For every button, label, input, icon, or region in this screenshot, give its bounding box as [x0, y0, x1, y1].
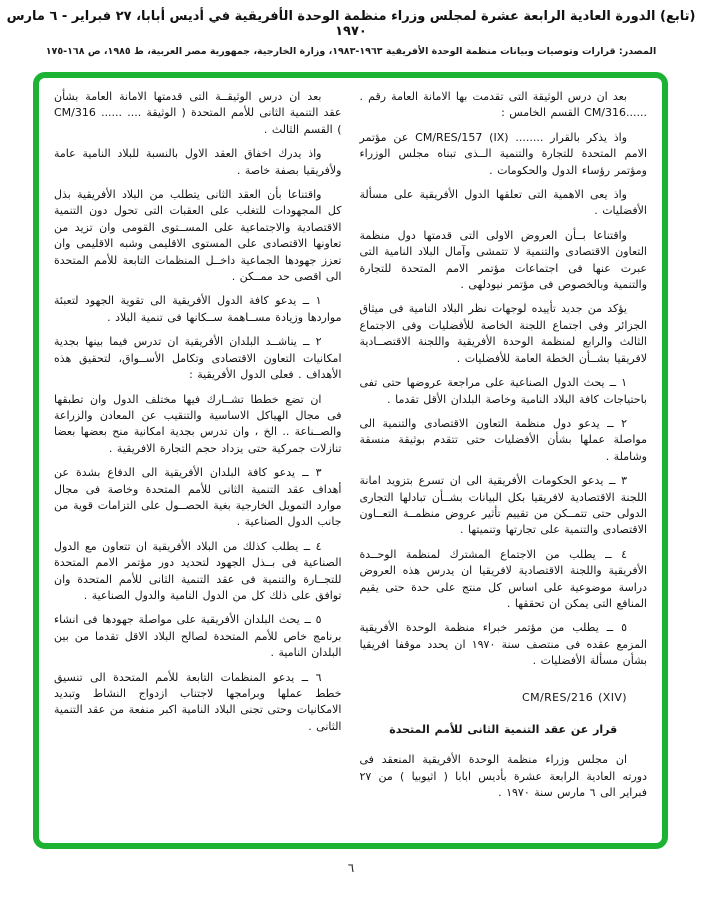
paragraph: يؤكد من جديد تأييده لوجهات نظر البلاد النامية فى ميثاق الجزائر وفى اجتماع اللجنة الخاصة للأفضليات وفى الاجتماع الثالث والرابع لمنظمة الوحدة الأفريقية واللجنة الاقتصــادية لافريقيا بشــأن الخطة العامة للأفضليات . — [359, 302, 647, 365]
two-column-layout — [54, 89, 647, 837]
resolution-item: ٥ ــ يطلب من مؤتمر خبراء منظمة الوحدة الأفريقية المزمع عقده فى منتصف سنة ١٩٧٠ ان يحدد موقفا افريقيا بشأن مسألة الأفضليات . — [359, 621, 647, 668]
paragraph: واذ يعى الاهمية التى تعلقها الدول الأفريقية على مسألة الأفضليات . — [359, 188, 647, 218]
paragraph: بعد ان درس الوثيقــة التى قدمتها الامانة العامة بشأن عقد التنمية الثانى للأمم المتحدة ( الوثيقة .... ...... CM/316 ) القسم الثالث . — [54, 90, 342, 136]
paragraph: ان تضع خططا تشــارك فيها مختلف الدول وان تطبقها فى مجال الهياكل الاساسية والتنقيب عن المعادن والزراعة والصــناعة .. الخ ، وان تدرس بجدية امكانية منح بعضها بعضا تنازلات جمركية حتى يزداد حجم التجارة الافريقية . — [54, 392, 342, 455]
resolution-item: ٤ ــ يطلب كذلك من البلاد الأفريقية ان تتعاون مع الدول الصناعية فى بــذل الجهود لتحديد دور مؤتمر الامم المتحدة للتجــارة والتنمية فى عقد التنمية الثانى للأمم المتحدة وان توافق على ذلك كل من الدول النامية والدول الصناعية . — [54, 539, 342, 602]
document-header — [0, 9, 702, 57]
page-title: (تابع) الدورة العادية الرابعة عشرة لمجلس وزراء منظمة الوحدة الأفريقية في أديس أبابا، ٢٧ فبراير - ٦ مارس ١٩٧٠ — [6, 9, 696, 39]
paragraph: بعد ان درس الوثيقة التى تقدمت بها الامانة العامة رقم . ......CM/316 القسم الخامس : — [359, 90, 647, 120]
resolution-item: ٤ ــ يطلب من الاجتماع المشترك لمنظمة الوحــدة الأفريقية واللجنة الاقتصادية لافريقيا ان يدرس هذه العروض دراسة موضوعية على اساس كل منتج على حدة حتى يقيم المنافع التى يمكن ان تحققها . — [359, 547, 647, 610]
paragraph: ان مجلس وزراء منظمة الوحدة الأفريقية المنعقد فى دورته العادية الرابعة عشرة بأديس ابابا ( اثيوبيا ) من ٢٧ فبراير الى ٦ مارس سنة ١٩٧٠ . — [359, 753, 647, 800]
resolution-item: ٢ ــ يناشــد البلدان الأفريقية ان تدرس فيما بينها بجدية امكانيات التعاون الاقتصادى وتكامل الأســواق، لتحقيق هذه الأهداف . فعلى الدول الأفريقية : — [54, 335, 342, 382]
resolution-item: ٦ ــ يدعو المنظمات التابعة للأمم المتحدة الى تنسيق خطط عملها وبرامجها لاجتناب ازدواج النشاط وتبديد الامكانيات وحتى تجنى البلاد النامية اكبر منفعة من عقد التنمية الثانى . — [54, 670, 342, 733]
page-number: ٦ — [347, 861, 355, 875]
resolution-item: ٣ ــ يدعو الحكومات الأفريقية الى ان تسرع بتزويد امانة اللجنة الاقتصادية لافريقيا بكل البيانات بشــأن تبادلها التجارى الدولى حتى تتمــكن من تقييم تأثير عروض منظمــة التعــاون الاقتصادى والتنمية على تجارتها وتنميتها . — [359, 474, 647, 537]
paragraph: واذ يذكر بالقرار ........ CM/RES/157 (IX) عن مؤتمر الامم المتحدة للتجارة والتنمية الــذى تبناه مجلس الوزراء ومؤتمر رؤساء الدول والحكومات . — [359, 130, 647, 177]
paragraph: واذ يدرك اخفاق العقد الاول بالنسبة للبلاد النامية عامة ولأفريقيا بصفة خاصة . — [54, 147, 342, 177]
column-right — [360, 89, 648, 837]
resolution-code: CM/RES/216 (XIV) — [522, 690, 627, 704]
paragraph: واقتناعا بــأن العروض الاولى التى قدمتها دول منظمة التعاون الاقتصادى والتنمية لا تتمشى وآمال البلاد النامية التى عبرت عنها فى اجتماعات مؤتمر الامم المتحدة للتجارة والتنمية وبالخصوص فى مؤتمر نيودلهى . — [359, 228, 647, 292]
resolution-item: ١ ــ يحث الدول الصناعية على مراجعة عروضها حتى تفى باحتياجات كافة البلاد النامية وخاصة البلدان الأقل تقدما . — [359, 376, 647, 406]
resolution-item: ٣ ــ يدعو كافة البلدان الأفريقية الى الدفاع بشدة عن أهداف عقد التنمية الثانى للأمم المتحدة وخاصة فى مجال موارد التمويل الخارجية بغية الحصــول على التزامات قوية من جانب الدول الصناعية . — [54, 466, 342, 529]
resolution-item: ٢ ــ يدعو دول منظمة التعاون الاقتصادى والتنمية الى مواصلة عملها بشأن الأفضليات حتى تتقدم بوثيقة منسقة وشاملة . — [359, 416, 647, 463]
source-line: المصدر: قرارات وتوصيات وبيانات منظمة الوحدة الأفريقية ١٩٦٣-١٩٨٣، وزارة الخارجية، جمهورية مصر العربية، ط ١٩٨٥، ص ١٦٨-١٧٥ — [45, 46, 657, 57]
resolution-item: ٥ ــ يحث البلدان الأفريقية على مواصلة جهودها فى انشاء برنامج خاص للأمم المتحدة لصالح البلاد الاقل تقدما من بين البلدان النامية . — [54, 613, 342, 660]
document-frame — [33, 72, 668, 849]
paragraph: واقتناعا بأن العقد الثانى يتطلب من البلاد الأفريقية بذل كل المجهودات للتغلب على العقبات التى تحول دون التنمية الاقتصادية والاجتماعية على المســتوى القومى وان تزيد من تعاونها الاقتصادى على المستوى الاقليمى وشبه الاقليمى وان تعزز جهودها الجماعية داخــل المنظمات التابعة للأمم المتحدة الى اقصى حد ممــكن . — [54, 188, 342, 284]
resolution-heading: قرار عن عقد التنمية الثانى للأمم المتحدة — [389, 723, 618, 736]
column-left — [54, 89, 342, 837]
resolution-item: ١ ــ يدعو كافة الدول الأفريقية الى تقوية الجهود لتعبئة مواردها وزيادة مســاهمة ســكانها فى تنمية البلاد . — [54, 294, 342, 324]
